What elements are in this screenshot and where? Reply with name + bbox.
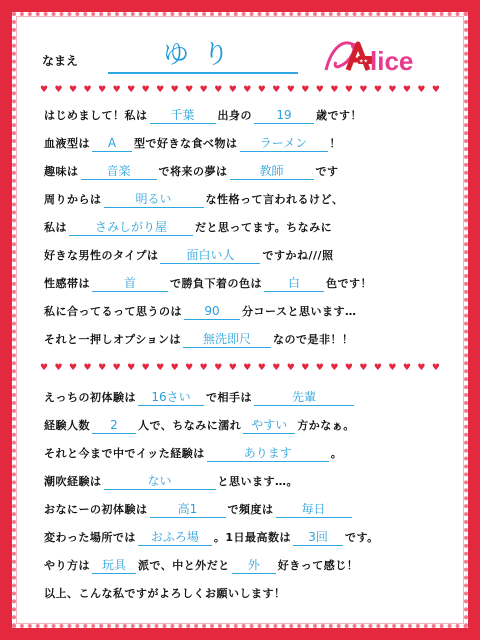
method-field: 玩具 xyxy=(92,557,136,574)
option-field: 無洗即尺 xyxy=(183,331,271,348)
hearts-divider-top: ♥ ♥ ♥ ♥ ♥ ♥ ♥ ♥ ♥ ♥ ♥ ♥ ♥ ♥ ♥ ♥ ♥ ♥ ♥ ♥ ♥ ♥ ♥ ♥ ♥ ♥ ♥ ♥ xyxy=(40,85,440,95)
name-value: ゆり xyxy=(108,38,298,74)
underwear-color-field: 白 xyxy=(264,275,324,292)
wetness-field: やすい xyxy=(243,417,295,434)
age-field: 19 xyxy=(254,107,314,124)
internal-orgasm-field: あります xyxy=(207,445,329,462)
exp-line-6: 変わった場所では おふろ場 。1日最高数は 3回 です。 xyxy=(44,530,379,544)
partner-field: 先輩 xyxy=(254,389,354,406)
unusual-place-field: おふろ場 xyxy=(138,529,212,546)
partner-count-field: 2 xyxy=(92,417,136,434)
personality-field: 明るい xyxy=(104,191,204,208)
exp-line-7: やり方は 玩具 派で、中と外だと 外 好きって感じ！ xyxy=(44,558,359,572)
intro-line-2: 血液型は A 型で好きな食べ物は ラーメン ！ xyxy=(44,136,341,150)
preference-field: 外 xyxy=(232,557,276,574)
hearts-divider-middle: ♥ ♥ ♥ ♥ ♥ ♥ ♥ ♥ ♥ ♥ ♥ ♥ ♥ ♥ ♥ ♥ ♥ ♥ ♥ ♥ ♥ ♥ ♥ ♥ ♥ ♥ ♥ ♥ xyxy=(40,363,440,373)
intro-line-5: 私は さみしがり屋 だと思ってます。ちなみに xyxy=(44,220,333,234)
intro-line-9: それと一押しオプションは 無洗即尺 なので是非！！ xyxy=(44,332,354,346)
first-experience-age-field: 16さい xyxy=(138,389,204,406)
exp-line-4: 潮吹経験は ない と思います…。 xyxy=(44,474,298,488)
frequency-field: 毎日 xyxy=(276,501,352,518)
favorite-food-field: ラーメン xyxy=(240,135,328,152)
hometown-field: 千葉 xyxy=(150,107,216,124)
intro-line-8: 私に合ってるって思うのは 90 分コースと思います… xyxy=(44,304,357,318)
name-label: なまえ xyxy=(42,54,79,68)
exp-line-3: それと今まで中でイッた経験は あります 。 xyxy=(44,446,343,460)
max-count-field: 3回 xyxy=(293,529,343,546)
masturbation-age-field: 高1 xyxy=(150,501,226,518)
svg-text:★★: ★★ xyxy=(359,58,368,65)
blood-type-field: A xyxy=(92,135,132,152)
squirt-experience-field: ない xyxy=(104,473,216,490)
exp-line-5: おなにーの初体験は 高1 で頻度は 毎日 xyxy=(44,494,444,518)
exp-line-8: 以上、こんな私ですがよろしくお願いします！ xyxy=(44,587,286,600)
erogenous-zone-field: 首 xyxy=(92,275,168,292)
logo-text: lice xyxy=(370,46,414,76)
exp-line-2: 経験人数 2 人で、ちなみに濡れ やすい 方かなぁ。 xyxy=(44,418,355,432)
exp-line-1: えっちの初体験は 16さい で相手は 先輩 xyxy=(44,382,444,406)
intro-line-6: 好きな男性のタイプは 面白い人 ですかね///照 xyxy=(44,248,334,262)
intro-line-3: 趣味は 音楽 で将来の夢は 教師 です xyxy=(44,164,339,178)
alice-logo xyxy=(322,36,442,76)
intro-line-1: はじめまして！私は 千葉 出身の 19 歳です！ xyxy=(44,108,362,122)
ideal-type-field: 面白い人 xyxy=(160,247,260,264)
course-length-field: 90 xyxy=(184,303,240,320)
self-view-field: さみしがり屋 xyxy=(69,219,193,236)
hobby-field: 音楽 xyxy=(81,163,157,180)
intro-line-7: 性感帯は 首 で勝負下着の色は 白 色です！ xyxy=(44,276,372,290)
intro-line-4: 周りからは 明るい な性格って言われるけど、 xyxy=(44,192,344,206)
dream-field: 教師 xyxy=(230,163,314,180)
